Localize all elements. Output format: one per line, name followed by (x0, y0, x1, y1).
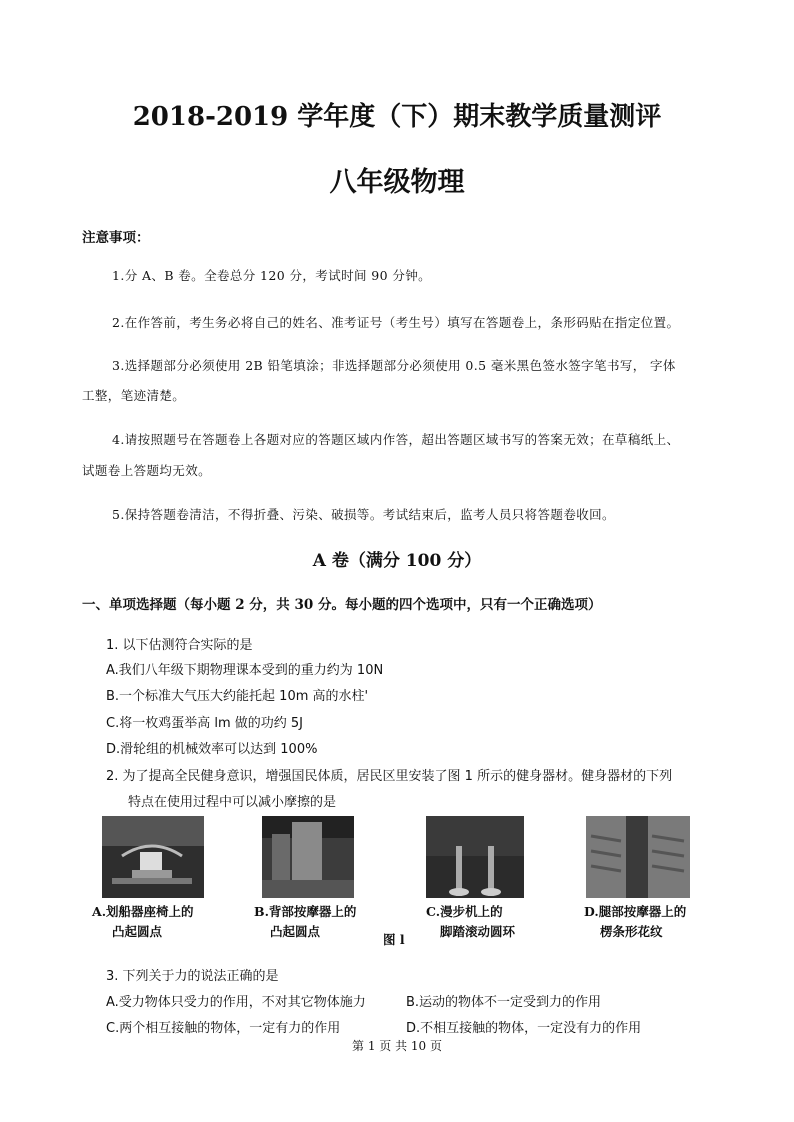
leg-massager-image (586, 816, 690, 898)
caption-c-line1: C.漫步机上的 (426, 904, 503, 919)
note-item-5: 5.保持答题卷清洁，不得折叠、污染、破损等。考试结束后，监考人员只将答题卷收回。 (112, 507, 615, 522)
notes-heading: 注意事项： (82, 230, 150, 246)
note-item-2: 2.在作答前，考生务必将自己的姓名、准考证号（考生号）填写在答题卷上，条形码贴在指定位置。 (112, 315, 680, 330)
q1-option-a: A.我们八年级下期物理课本受到的重力约为 10N (106, 663, 384, 678)
rowing-machine-image (102, 816, 204, 898)
q3-option-b: B.运动的物体不一定受到力的作用 (406, 995, 602, 1010)
q3-option-a: A.受力物体只受力的作用，不对其它物体施力 (106, 995, 366, 1010)
walking-machine-image (426, 816, 524, 898)
note-item-3: 3.选择题部分必须使用 2B 铅笔填涂；非选择题部分必须使用 0.5 毫米黑色签水签字笔书写， 字体 (112, 358, 676, 373)
caption-c (426, 902, 515, 942)
q3-option-d: D.不相互接触的物体，一定没有力的作用 (406, 1021, 642, 1036)
caption-a (92, 902, 194, 942)
photo-rowing-seat (102, 816, 204, 898)
caption-a-line1: A.划船器座椅上的 (92, 904, 194, 919)
q1-option-d: D.滑轮组的机械效率可以达到 100% (106, 742, 318, 757)
caption-a-line2: 凸起圆点 (112, 924, 163, 939)
section-a-title: A 卷（满分 100 分） (312, 551, 482, 571)
photo-walking-machine (426, 816, 524, 898)
caption-c-line2: 脚踏滚动圆环 (440, 924, 516, 939)
q2-stem-line1: 2. 为了提高全民健身意识，增强国民体质，居民区里安装了图 1 所示的健身器材。健身器材的下列 (106, 769, 673, 784)
q1-stem: 1. 以下估测符合实际的是 (106, 638, 253, 653)
note-item-1: 1.分 A、B 卷。全卷总分 120 分，考试时间 90 分钟。 (112, 268, 432, 283)
photo-leg-massager (586, 816, 690, 898)
note-item-4-cont: 试题卷上答题均无效。 (82, 463, 212, 478)
caption-b-line1: B.背部按摩器上的 (254, 904, 357, 919)
exam-subject: 八年级物理 (329, 167, 465, 198)
caption-d-line2: 楞条形花纹 (600, 924, 663, 939)
note-item-3-cont: 工整，笔迹清楚。 (82, 388, 186, 403)
q1-option-b: B.一个标准大气压大约能托起 10m 高的水柱' (106, 689, 369, 704)
figure-label: 图 l (383, 932, 405, 947)
caption-b-line2: 凸起圆点 (270, 924, 321, 939)
caption-d-line1: D.腿部按摩器上的 (584, 904, 687, 919)
q1-option-c: C.将一枚鸡蛋举高 lm 做的功约 5J (106, 716, 303, 731)
exam-title: 2018-2019 学年度（下）期末教学质量测评 (132, 102, 662, 132)
photo-back-massager (262, 816, 354, 898)
page-number: 第 1 页 共 10 页 (352, 1039, 442, 1053)
q3-option-c: C.两个相互接触的物体，一定有力的作用 (106, 1021, 341, 1036)
q2-stem-line2: 特点在使用过程中可以减小摩擦的是 (128, 795, 337, 810)
note-item-4: 4.请按照题号在答题卷上各题对应的答题区域内作答，超出答题区域书写的答案无效；在草稿纸上、 (112, 432, 680, 447)
caption-b (254, 902, 356, 942)
part1-heading: 一、单项选择题（每小题 2 分，共 30 分。每小题的四个选项中，只有一个正确选项） (82, 597, 602, 613)
caption-d (584, 902, 686, 942)
back-massager-image (262, 816, 354, 898)
q3-stem: 3. 下列关于力的说法正确的是 (106, 969, 279, 984)
